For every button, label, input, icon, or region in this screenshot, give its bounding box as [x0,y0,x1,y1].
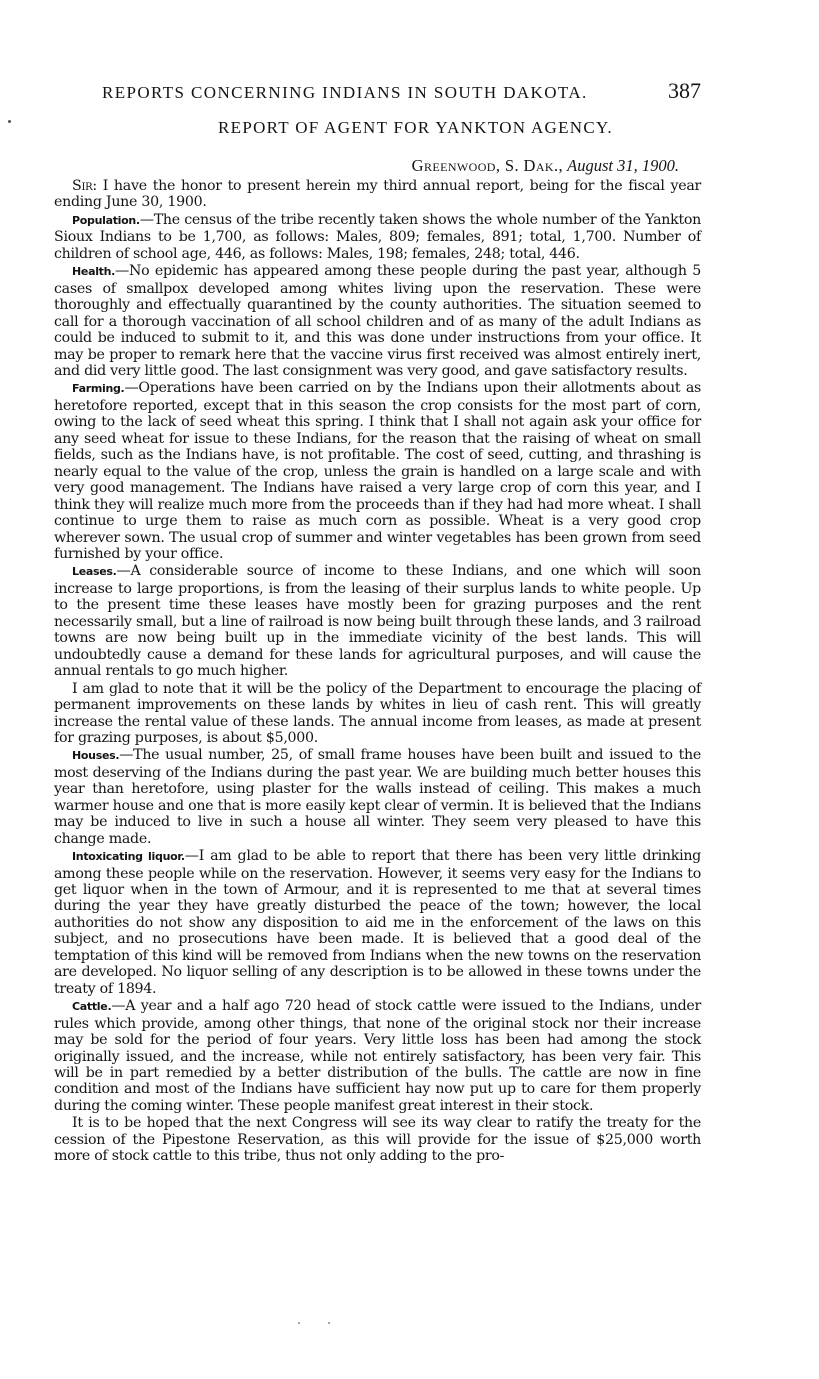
report-body [54,178,701,1165]
report-paragraph [54,681,701,747]
paragraph-text: —No epidemic has appeared among these people during the past year, although 5 cases of smallpox developed among whites living upon the reservation. These were thoroughly and effectually quarantined by the county authorities. The situation seemed to call for a thorough vaccination of all school children and of as many of the adult Indians as could be induced to submit to it, and this was done under instructions from your office. It may be proper to remark here that the vaccine virus first received was almost entirely inert, and did very little good. The last consignment was very good, and gave satisfactory results. [54,263,701,379]
report-paragraph [54,848,701,997]
paragraph-side-head: Leases. [72,565,117,579]
report-paragraph [54,1115,701,1164]
paragraph-text: I have the honor to present herein my third annual report, being for the fiscal year ending June 30, 1900. [54,178,701,211]
paragraph-text: It is to be hoped that the next Congress will see its way clear to ratify the treaty for the cession of the Pipestone Reservation, as this will provide for the issue of $25,000 worth more of stock cattle to this tribe, thus not only adding to the pro- [54,1115,701,1165]
salutation: Sir: [72,178,97,194]
scan-speck [298,1322,300,1324]
paragraph-text: —Operations have been carried on by the Indians upon their allotments about as heretofore reported, except that in this season the crop consists for the most part of corn, owing to the lack of seed wheat this spring. I think that I shall not again ask your office for any seed wheat for issue to these Indians, for the reason that the raising of wheat on small fields, such as the Indians have, is not profitable. The cost of seed, cutting, and thrashing is nearly equal to the value of the crop, unless the grain is handled on a large scale and with very good management. The Indians have raised a very large crop of corn this year, and I think they will realize much more from the proceeds than if they had had more wheat. I shall continue to urge them to raise as much corn as possible. Wheat is a very good crop wherever sown. The usual crop of summer and winter vegetables has been grown from seed furnished by your office. [54,380,701,562]
report-paragraph [54,380,701,562]
page-number: 387 [668,78,701,103]
dateline-date: August 31, 1900. [567,156,679,175]
report-paragraph [54,178,701,211]
paragraph-side-head: Farming. [72,382,125,396]
paragraph-text: —A considerable source of income to these Indians, and one which will soon increase to large proportions, is from the leasing of their surplus lands to white people. Up to the present time these leases have mostly been for grazing purposes and the rent necessarily small, but a line of railroad is now being built through these lands, and 3 railroad towns are now being built up in the immediate vicinity of the best lands. This will undoubtedly cause a demand for these lands for agricultural purposes, and will cause the annual rentals to go much higher. [54,563,701,680]
paragraph-text: —The census of the tribe recently taken shows the whole number of the Yankton Sioux Indians to be 1,700, as follows: Males, 809; females, 891; total, 1,700. Number of children of school age, 446, as follows: Males, 198; females, 248; total, 446. [54,211,701,262]
report-title: REPORT OF AGENT FOR YANKTON AGENCY. [218,118,613,137]
paragraph-text: —I am glad to be able to report that there has been very little drinking among these people while on the reservation. However, it seems very easy for the Indians to get liquor when in the town of Armour, and it is represented to me that at several times during the year they have greatly disturbed the peace of the town; however, the local authorities do not show any disposition to aid me in the enforcement of the laws on this subject, and no prosecutions have been made. It is believed that a good deal of the temptation of this kind will be removed from Indians when the new towns on the reservation are developed. No liquor selling of any description is to be allowed in these towns under the treaty of 1894. [54,848,701,997]
dateline [412,156,679,176]
paragraph-text: —A year and a half ago 720 head of stock cattle were issued to the Indians, under rules which provide, among other things, that none of the original stock nor their increase may be sold for the period of four years. Very little loss has been had among the stock originally issued, and the increase, while not entirely satisfactory, has been very fair. This will be in part remedied by a better distribution of the bulls. The cattle are now in fine condition and most of the Indians have sufficient hay now put up to care for them properly during the coming winter. These people manifest great interest in their stock. [54,998,701,1114]
report-paragraph [54,563,701,679]
scan-speck [328,1322,330,1324]
report-paragraph [54,747,701,847]
running-head [102,78,701,104]
report-paragraph [54,263,701,379]
paragraph-side-head: Health. [72,265,116,279]
paragraph-side-head: Intoxicating liquor. [72,850,185,864]
report-paragraph [54,998,701,1114]
paragraph-text: —The usual number, 25, of small frame houses have been built and issued to the most deserving of the Indians during the past year. We are building much better houses this year than heretofore, using plaster for the walls instead of ceiling. This makes a much warmer house and one that is more easily kept clear of vermin. It is believed that the Indians may be induced to live in such a house all winter. They seem very pleased to have this change made. [54,747,701,847]
paragraph-text: I am glad to note that it will be the policy of the Department to encourage the placing of permanent improvements on these lands by whites in lieu of cash rent. This will greatly increase the rental value of these lands. The annual income from leases, as made at present for grazing purposes, is about $5,000. [54,680,701,746]
paragraph-side-head: Cattle. [72,1000,112,1014]
running-title: REPORTS CONCERNING INDIANS IN SOUTH DAKOTA. [102,83,588,102]
paragraph-side-head: Population. [72,213,140,227]
dateline-place: Greenwood, S. Dak., [411,156,564,175]
paragraph-side-head: Houses. [72,749,120,763]
report-paragraph [54,212,701,262]
